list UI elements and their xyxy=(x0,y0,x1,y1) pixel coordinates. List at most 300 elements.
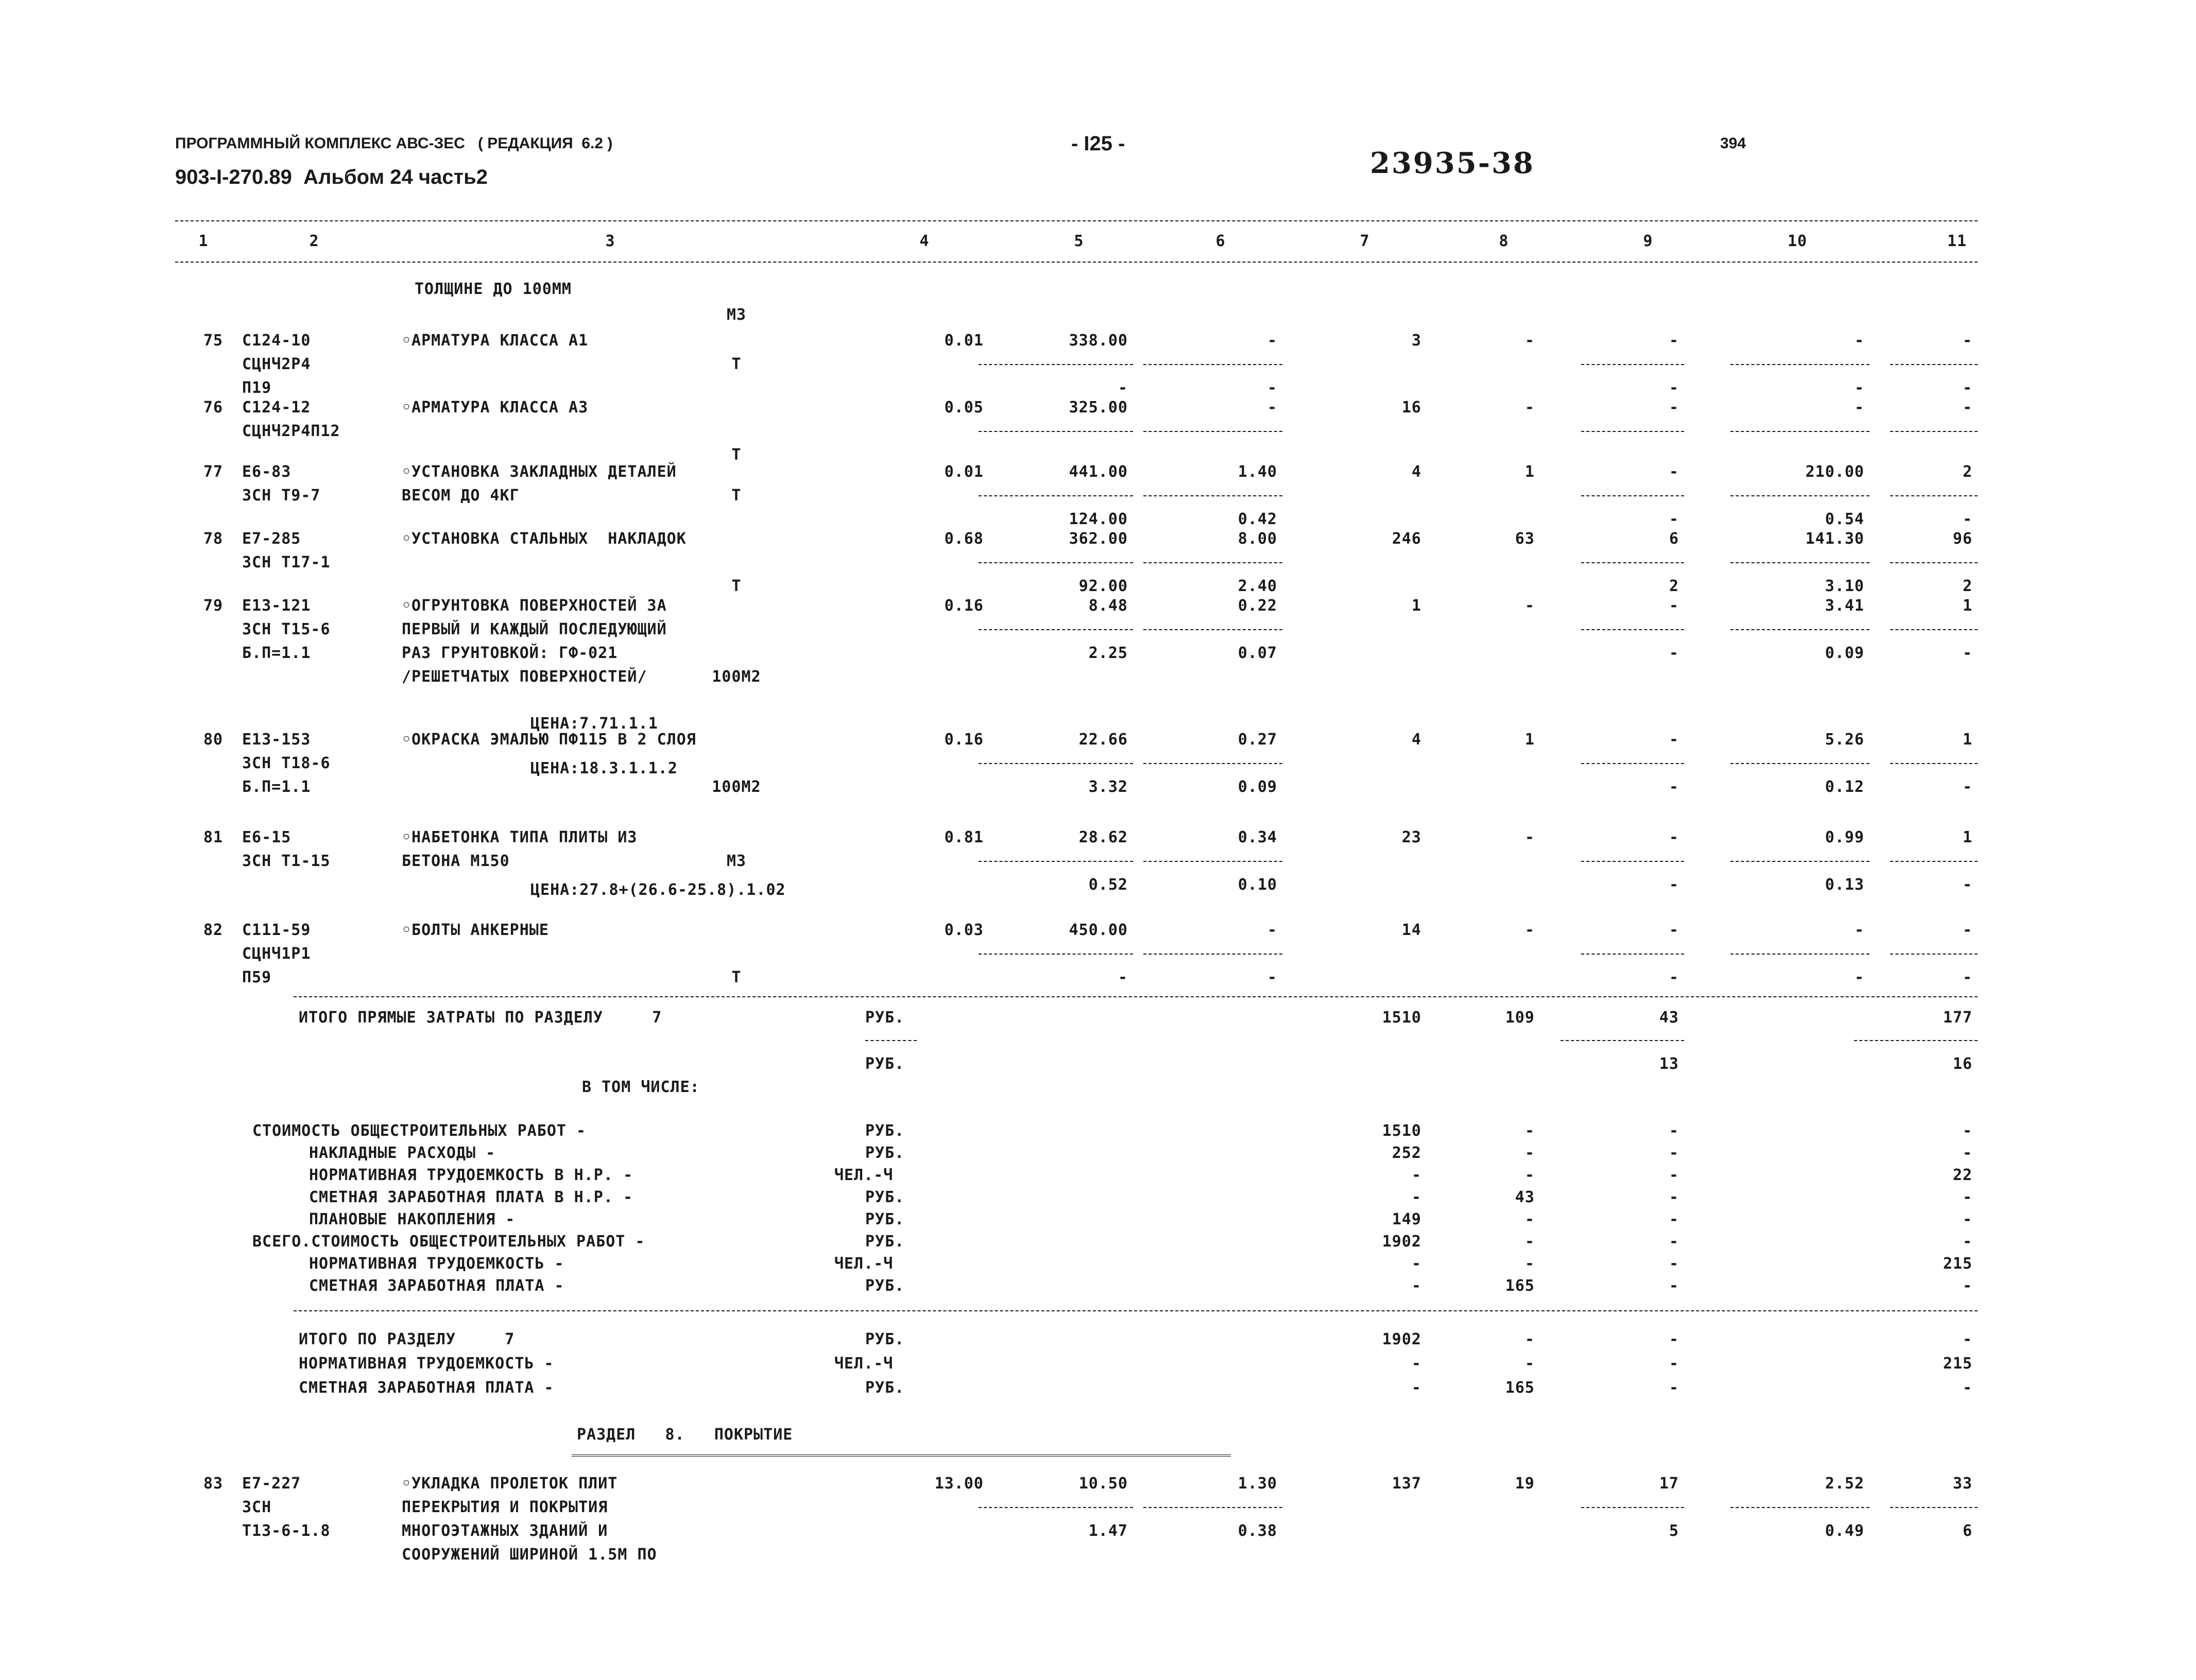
section-total-unit: РУБ. xyxy=(865,1330,905,1348)
breakdown-c9: - xyxy=(1669,1166,1679,1184)
breakdown-wage: 165 xyxy=(1505,1277,1535,1295)
wage-c9: - xyxy=(1669,510,1679,528)
quantity: 0.81 xyxy=(944,828,984,846)
sub-rule xyxy=(979,861,1133,862)
wage-c6: 0.42 xyxy=(1238,510,1277,528)
item-number: 83 xyxy=(203,1475,224,1493)
sub-rule xyxy=(1890,1507,1978,1508)
wage-c5: 2.25 xyxy=(1088,644,1128,662)
sub-rule xyxy=(1581,763,1684,764)
sheet-number: 394 xyxy=(1720,135,1746,152)
total-wage: - xyxy=(1524,921,1535,939)
wage-c6: 0.38 xyxy=(1238,1522,1277,1540)
item-code: ЗСН Т9-7 xyxy=(242,487,321,505)
cost-c9: - xyxy=(1669,332,1679,350)
section-total-wage: - xyxy=(1524,1355,1535,1373)
breakdown-label: НАКЛАДНЫЕ РАСХОДЫ - xyxy=(309,1144,496,1162)
item-number: 78 xyxy=(203,530,224,548)
unit-of-measure: Т xyxy=(731,487,742,505)
cost-c10: 5.26 xyxy=(1825,731,1864,749)
dashed-rule xyxy=(1854,1040,1978,1041)
item-code: СЦНЧ1Р1 xyxy=(242,945,311,963)
item-description: ◦АРМАТУРА КЛАССА А1 xyxy=(402,332,589,350)
header-top-rule xyxy=(175,220,1978,221)
sub-rule xyxy=(1890,954,1978,955)
total-cost: 4 xyxy=(1411,731,1421,749)
quantity: 0.01 xyxy=(944,463,984,481)
sub-rule xyxy=(979,562,1133,563)
total-cost: 4 xyxy=(1411,463,1421,481)
wage-c11: - xyxy=(1962,968,1972,986)
sub-rule xyxy=(1581,629,1684,630)
total-cost: 23 xyxy=(1401,828,1421,846)
section-total-c11: - xyxy=(1962,1379,1972,1397)
sub-rule xyxy=(1890,431,1978,432)
total-direct-c11b: 16 xyxy=(1952,1055,1972,1073)
unit-of-measure: 100М2 xyxy=(712,778,761,796)
breakdown-label: НОРМАТИВНАЯ ТРУДОЕМКОСТЬ В Н.Р. - xyxy=(309,1166,633,1184)
wage-c10: 0.09 xyxy=(1825,644,1864,662)
sub-rule xyxy=(1730,629,1869,630)
unit-of-measure: Т xyxy=(731,577,742,595)
column-header-4: 4 xyxy=(919,232,930,250)
breakdown-unit: РУБ. xyxy=(865,1277,905,1295)
total-wage: - xyxy=(1524,399,1535,417)
cost-c10: 0.99 xyxy=(1825,828,1864,846)
cost-c5: 8.48 xyxy=(1088,597,1128,615)
section-total-label: ИТОГО ПО РАЗДЕЛУ 7 xyxy=(299,1330,515,1348)
item-description: ◦УСТАНОВКА СТАЛЬНЫХ НАКЛАДОК xyxy=(402,530,687,548)
quantity: 0.03 xyxy=(944,921,984,939)
sub-rule xyxy=(1730,1507,1869,1508)
quantity: 0.01 xyxy=(944,332,984,350)
quantity: 13.00 xyxy=(934,1475,984,1493)
sub-rule xyxy=(1890,364,1978,365)
cost-c6: 0.27 xyxy=(1238,731,1277,749)
cost-c5: 22.66 xyxy=(1078,731,1128,749)
cost-c5: 28.62 xyxy=(1078,828,1128,846)
sub-rule xyxy=(1730,495,1869,496)
wage-c5: 3.32 xyxy=(1088,778,1128,796)
unit-of-measure: М3 xyxy=(726,306,747,324)
breakdown-unit: РУБ. xyxy=(865,1122,905,1140)
sub-rule xyxy=(979,1507,1133,1508)
wage-c10: 0.54 xyxy=(1825,510,1864,528)
cost-c5: 338.00 xyxy=(1069,332,1128,350)
item-description: ◦АРМАТУРА КЛАССА А3 xyxy=(402,399,589,417)
item-description: ◦ОКРАСКА ЭМАЛЬЮ ПФ115 В 2 СЛОЯ xyxy=(402,731,696,749)
breakdown-c9: - xyxy=(1669,1188,1679,1206)
total-cost: 1 xyxy=(1411,597,1421,615)
breakdown-unit: РУБ. xyxy=(865,1144,905,1162)
wage-c9: 2 xyxy=(1669,577,1679,595)
sub-rule xyxy=(1730,364,1869,365)
price-formula: ЦЕНА:27.8+(26.6-25.8).1.02 xyxy=(530,881,786,899)
breakdown-c11: - xyxy=(1962,1188,1972,1206)
wage-c10: 0.49 xyxy=(1825,1522,1864,1540)
sub-rule xyxy=(979,629,1133,630)
dashed-rule xyxy=(865,1040,917,1041)
total-direct-label: ИТОГО ПРЯМЫЕ ЗАТРАТЫ ПО РАЗДЕЛУ 7 xyxy=(299,1009,662,1027)
section-total-c9: - xyxy=(1669,1379,1679,1397)
item-description: ◦НАБЕТОНКА ТИПА ПЛИТЫ ИЗ xyxy=(402,828,638,846)
item-code: Т13-6-1.8 xyxy=(242,1522,331,1540)
item-code: ЗСН Т1-15 xyxy=(242,852,331,870)
item-code: Е6-83 xyxy=(242,463,291,481)
column-header-6: 6 xyxy=(1215,232,1226,250)
header-bottom-rule xyxy=(175,262,1978,263)
wage-c6: 0.09 xyxy=(1238,778,1277,796)
sub-rule xyxy=(1890,562,1978,563)
item-number: 82 xyxy=(203,921,224,939)
breakdown-c11: 22 xyxy=(1952,1166,1972,1184)
cost-c6: - xyxy=(1267,332,1277,350)
item-code: Е13-153 xyxy=(242,731,311,749)
section-total-label: НОРМАТИВНАЯ ТРУДОЕМКОСТЬ - xyxy=(299,1355,554,1373)
wage-c5: 0.52 xyxy=(1088,876,1128,894)
cost-c11: 2 xyxy=(1962,463,1972,481)
breakdown-c9: - xyxy=(1669,1144,1679,1162)
wage-c10: 0.12 xyxy=(1825,778,1864,796)
cost-c10: 141.30 xyxy=(1805,530,1864,548)
item-number: 77 xyxy=(203,463,224,481)
total-wage: - xyxy=(1524,332,1535,350)
cost-c10: - xyxy=(1854,332,1864,350)
sub-rule xyxy=(979,364,1133,365)
breakdown-c9: - xyxy=(1669,1255,1679,1273)
sub-rule xyxy=(1890,629,1978,630)
breakdown-c11: - xyxy=(1962,1277,1972,1295)
breakdown-cost: 149 xyxy=(1392,1210,1421,1228)
item-code: ЗСН xyxy=(242,1498,272,1516)
wage-c6: - xyxy=(1267,379,1277,397)
breakdown-label: НОРМАТИВНАЯ ТРУДОЕМКОСТЬ - xyxy=(309,1255,564,1273)
cost-c10: 210.00 xyxy=(1805,463,1864,481)
item-description: ◦УКЛАДКА ПРОЛЕТОК ПЛИТ xyxy=(402,1475,618,1493)
total-direct-cost: 1510 xyxy=(1382,1009,1421,1027)
unit-of-measure: Т xyxy=(731,446,742,464)
sub-rule xyxy=(1890,763,1978,764)
sub-rule xyxy=(1730,861,1869,862)
section-total-cost: - xyxy=(1411,1379,1421,1397)
sub-rule xyxy=(1890,495,1978,496)
wage-c11: 2 xyxy=(1962,577,1972,595)
breakdown-cost: - xyxy=(1411,1277,1421,1295)
total-wage: 63 xyxy=(1515,530,1535,548)
sub-rule xyxy=(1143,562,1282,563)
breakdown-cost: 252 xyxy=(1392,1144,1421,1162)
item-code: С124-10 xyxy=(242,332,311,350)
sub-rule xyxy=(1143,495,1282,496)
program-title: ПРОГРАММНЫЙ КОМПЛЕКС АВС-ЗЕС ( РЕДАКЦИЯ 6.2 ) xyxy=(175,135,613,152)
wage-c11: - xyxy=(1962,379,1972,397)
unit-of-measure: М3 xyxy=(726,852,747,870)
wage-c5: - xyxy=(1118,379,1128,397)
item-code: С124-12 xyxy=(242,399,311,417)
cost-c6: 8.00 xyxy=(1238,530,1277,548)
total-direct-wage: 109 xyxy=(1505,1009,1535,1027)
sub-rule xyxy=(1730,954,1869,955)
breakdown-unit: ЧЕЛ.-Ч xyxy=(834,1255,894,1273)
breakdown-label: ПЛАНОВЫЕ НАКОПЛЕНИЯ - xyxy=(309,1210,516,1228)
cost-c5: 441.00 xyxy=(1069,463,1128,481)
wage-c9: - xyxy=(1669,379,1679,397)
column-header-9: 9 xyxy=(1643,232,1653,250)
quantity: 0.68 xyxy=(944,530,984,548)
breakdown-c9: - xyxy=(1669,1233,1679,1251)
breakdown-unit: РУБ. xyxy=(865,1210,905,1228)
item-code: ЗСН Т18-6 xyxy=(242,754,331,772)
section-total-c9: - xyxy=(1669,1355,1679,1373)
section-total-unit: ЧЕЛ.-Ч xyxy=(834,1355,894,1373)
breakdown-label: СМЕТНАЯ ЗАРАБОТНАЯ ПЛАТА - xyxy=(309,1277,564,1295)
sub-rule xyxy=(1143,629,1282,630)
column-header-11: 11 xyxy=(1947,232,1967,250)
wage-c9: - xyxy=(1669,876,1679,894)
breakdown-wage: - xyxy=(1524,1122,1535,1140)
column-header-7: 7 xyxy=(1360,232,1370,250)
wage-c10: 3.10 xyxy=(1825,577,1864,595)
section-total-wage: 165 xyxy=(1505,1379,1535,1397)
sub-rule xyxy=(1143,954,1282,955)
cost-c9: - xyxy=(1669,921,1679,939)
cost-c6: 0.34 xyxy=(1238,828,1277,846)
total-wage: 1 xyxy=(1524,731,1535,749)
cost-c9: - xyxy=(1669,828,1679,846)
breakdown-c9: - xyxy=(1669,1122,1679,1140)
section-total-c11: - xyxy=(1962,1330,1972,1348)
cost-c6: - xyxy=(1267,921,1277,939)
wage-c11: 6 xyxy=(1962,1522,1972,1540)
cost-c6: 0.22 xyxy=(1238,597,1277,615)
section-total-unit: РУБ. xyxy=(865,1379,905,1397)
sub-rule xyxy=(1581,495,1684,496)
cost-c9: - xyxy=(1669,463,1679,481)
section-total-c9: - xyxy=(1669,1330,1679,1348)
cost-c6: 1.40 xyxy=(1238,463,1277,481)
breakdown-wage: - xyxy=(1524,1210,1535,1228)
section-total-rule xyxy=(294,1310,1978,1311)
sub-rule xyxy=(979,763,1133,764)
totals-top-rule xyxy=(294,996,1978,997)
cost-c9: 17 xyxy=(1659,1475,1679,1493)
cost-c9: - xyxy=(1669,597,1679,615)
total-cost: 14 xyxy=(1401,921,1421,939)
column-header-10: 10 xyxy=(1787,232,1808,250)
cost-c9: 6 xyxy=(1669,530,1679,548)
wage-c11: - xyxy=(1962,876,1972,894)
section-total-label: СМЕТНАЯ ЗАРАБОТНАЯ ПЛАТА - xyxy=(299,1379,554,1397)
wage-c11: - xyxy=(1962,510,1972,528)
wage-c10: - xyxy=(1854,968,1864,986)
sub-rule xyxy=(1890,861,1978,862)
breakdown-c9: - xyxy=(1669,1210,1679,1228)
wage-c5: - xyxy=(1118,968,1128,986)
breakdown-wage: - xyxy=(1524,1144,1535,1162)
breakdown-cost: 1902 xyxy=(1382,1233,1421,1251)
item-description: СООРУЖЕНИЙ ШИРИНОЙ 1.5М ПО xyxy=(402,1546,657,1564)
total-cost: 3 xyxy=(1411,332,1421,350)
sub-rule xyxy=(1730,763,1869,764)
sub-rule xyxy=(1730,562,1869,563)
item-code: СЦНЧ2Р4 xyxy=(242,355,311,373)
total-direct-c11: 177 xyxy=(1943,1009,1972,1027)
column-header-2: 2 xyxy=(309,232,319,250)
quantity: 0.05 xyxy=(944,399,984,417)
breakdown-unit: РУБ. xyxy=(865,1233,905,1251)
album-title: 903-I-270.89 Альбом 24 часть2 xyxy=(175,166,488,188)
column-header-5: 5 xyxy=(1074,232,1084,250)
item-description: ПЕРВЫЙ И КАЖДЫЙ ПОСЛЕДУЮЩИЙ xyxy=(402,620,667,638)
item-code: П19 xyxy=(242,379,272,397)
sub-rule xyxy=(1143,431,1282,432)
cost-c11: - xyxy=(1962,921,1972,939)
total-wage: - xyxy=(1524,597,1535,615)
cost-c5: 362.00 xyxy=(1069,530,1128,548)
cost-c11: 1 xyxy=(1962,731,1972,749)
item-description: БЕТОНА М150 xyxy=(402,852,510,870)
cost-c10: 2.52 xyxy=(1825,1475,1864,1493)
breakdown-label: СТОИМОСТЬ ОБЩЕСТРОИТЕЛЬНЫХ РАБОТ - xyxy=(252,1122,587,1140)
item-number: 80 xyxy=(203,731,224,749)
total-direct-unit-2: РУБ. xyxy=(865,1055,905,1073)
unit-of-measure: Т xyxy=(731,968,742,986)
breakdown-c9: - xyxy=(1669,1277,1679,1295)
column-header-8: 8 xyxy=(1499,232,1509,250)
breakdown-wage: 43 xyxy=(1515,1188,1535,1206)
item-code: ЗСН Т15-6 xyxy=(242,620,331,638)
section-total-c11: 215 xyxy=(1943,1355,1972,1373)
breakdown-cost: 1510 xyxy=(1382,1122,1421,1140)
column-header-3: 3 xyxy=(605,232,615,250)
cost-c5: 10.50 xyxy=(1078,1475,1128,1493)
sub-rule xyxy=(1581,1507,1684,1508)
including-label: В ТОМ ЧИСЛЕ: xyxy=(582,1078,700,1096)
unit-of-measure: Т xyxy=(731,355,742,373)
wage-c9: - xyxy=(1669,778,1679,796)
sub-rule xyxy=(1581,364,1684,365)
wage-c5: 124.00 xyxy=(1069,510,1128,528)
breakdown-unit: ЧЕЛ.-Ч xyxy=(834,1166,894,1184)
item-code: ЗСН Т17-1 xyxy=(242,553,331,571)
breakdown-wage: - xyxy=(1524,1233,1535,1251)
breakdown-wage: - xyxy=(1524,1166,1535,1184)
cost-c5: 450.00 xyxy=(1069,921,1128,939)
section-8-underline xyxy=(572,1454,1231,1457)
section-total-cost: - xyxy=(1411,1355,1421,1373)
item-code: Б.П=1.1 xyxy=(242,644,311,662)
sub-rule xyxy=(1143,1507,1282,1508)
sub-rule xyxy=(979,954,1133,955)
breakdown-wage: - xyxy=(1524,1255,1535,1273)
item-code: СЦНЧ2Р4П12 xyxy=(242,422,340,440)
quantity: 0.16 xyxy=(944,597,984,615)
item-description: ВЕСОМ ДО 4КГ xyxy=(402,487,520,505)
item-code: С111-59 xyxy=(242,921,311,939)
item-description: ◦ОГРУНТОВКА ПОВЕРХНОСТЕЙ ЗА xyxy=(402,597,667,615)
breakdown-label: ВСЕГО.СТОИМОСТЬ ОБЩЕСТРОИТЕЛЬНЫХ РАБОТ - xyxy=(252,1233,645,1251)
wage-c10: 0.13 xyxy=(1825,876,1864,894)
unit-of-measure: 100М2 xyxy=(712,668,761,686)
sub-rule xyxy=(979,431,1133,432)
total-direct-c9: 43 xyxy=(1659,1009,1679,1027)
sub-rule xyxy=(1143,861,1282,862)
wage-c10: - xyxy=(1854,379,1864,397)
section-total-cost: 1902 xyxy=(1382,1330,1421,1348)
breakdown-cost: - xyxy=(1411,1255,1421,1273)
cost-c9: - xyxy=(1669,731,1679,749)
item-description: ◦БОЛТЫ АНКЕРНЫЕ xyxy=(402,921,549,939)
breakdown-unit: РУБ. xyxy=(865,1188,905,1206)
wage-c11: - xyxy=(1962,778,1972,796)
wage-c6: 2.40 xyxy=(1238,577,1277,595)
wage-c11: - xyxy=(1962,644,1972,662)
column-header-1: 1 xyxy=(198,232,209,250)
item-description: ПЕРЕКРЫТИЯ И ПОКРЫТИЯ xyxy=(402,1498,608,1516)
item-number: 76 xyxy=(203,399,224,417)
wage-c9: - xyxy=(1669,968,1679,986)
total-cost: 16 xyxy=(1401,399,1421,417)
total-cost: 246 xyxy=(1392,530,1421,548)
total-wage: 19 xyxy=(1515,1475,1535,1493)
cost-c6: 1.30 xyxy=(1238,1475,1277,1493)
sub-rule xyxy=(1143,364,1282,365)
total-direct-c9b: 13 xyxy=(1659,1055,1679,1073)
breakdown-c11: 215 xyxy=(1943,1255,1972,1273)
sub-rule xyxy=(1581,431,1684,432)
cost-c10: - xyxy=(1854,921,1864,939)
sub-rule xyxy=(1730,431,1869,432)
cost-c11: 1 xyxy=(1962,828,1972,846)
cost-c11: - xyxy=(1962,332,1972,350)
cost-c6: - xyxy=(1267,399,1277,417)
total-direct-unit: РУБ. xyxy=(865,1009,905,1027)
item-code: Е7-285 xyxy=(242,530,301,548)
total-wage: - xyxy=(1524,828,1535,846)
section-8-title: РАЗДЕЛ 8. ПОКРЫТИЕ xyxy=(577,1426,793,1444)
cost-c11: 96 xyxy=(1952,530,1972,548)
total-cost: 137 xyxy=(1392,1475,1421,1493)
item-code: П59 xyxy=(242,968,272,986)
cost-c5: 325.00 xyxy=(1069,399,1128,417)
item-code: Е6-15 xyxy=(242,828,291,846)
total-wage: 1 xyxy=(1524,463,1535,481)
dashed-rule xyxy=(1560,1040,1684,1041)
item-description: РАЗ ГРУНТОВКОЙ: ГФ-021 xyxy=(402,644,618,662)
breakdown-c11: - xyxy=(1962,1210,1972,1228)
wage-c5: 1.47 xyxy=(1088,1522,1128,1540)
cost-c11: 33 xyxy=(1952,1475,1972,1493)
item-code: Е7-227 xyxy=(242,1475,301,1493)
quantity: 0.16 xyxy=(944,731,984,749)
item-description: ◦УСТАНОВКА ЗАКЛАДНЫХ ДЕТАЛЕЙ xyxy=(402,463,677,481)
continued-description: ТОЛЩИНЕ ДО 100ММ xyxy=(415,280,572,298)
cost-c10: - xyxy=(1854,399,1864,417)
cost-c10: 3.41 xyxy=(1825,597,1864,615)
wage-c6: 0.10 xyxy=(1238,876,1277,894)
price-formula: ЦЕНА:18.3.1.1.2 xyxy=(530,759,678,777)
cost-c11: 1 xyxy=(1962,597,1972,615)
breakdown-c11: - xyxy=(1962,1122,1972,1140)
wage-c9: - xyxy=(1669,644,1679,662)
breakdown-cost: - xyxy=(1411,1166,1421,1184)
cost-c11: - xyxy=(1962,399,1972,417)
wage-c6: - xyxy=(1267,968,1277,986)
breakdown-c11: - xyxy=(1962,1233,1972,1251)
item-number: 79 xyxy=(203,597,224,615)
page-number: - I25 - xyxy=(1071,132,1125,155)
wage-c6: 0.07 xyxy=(1238,644,1277,662)
